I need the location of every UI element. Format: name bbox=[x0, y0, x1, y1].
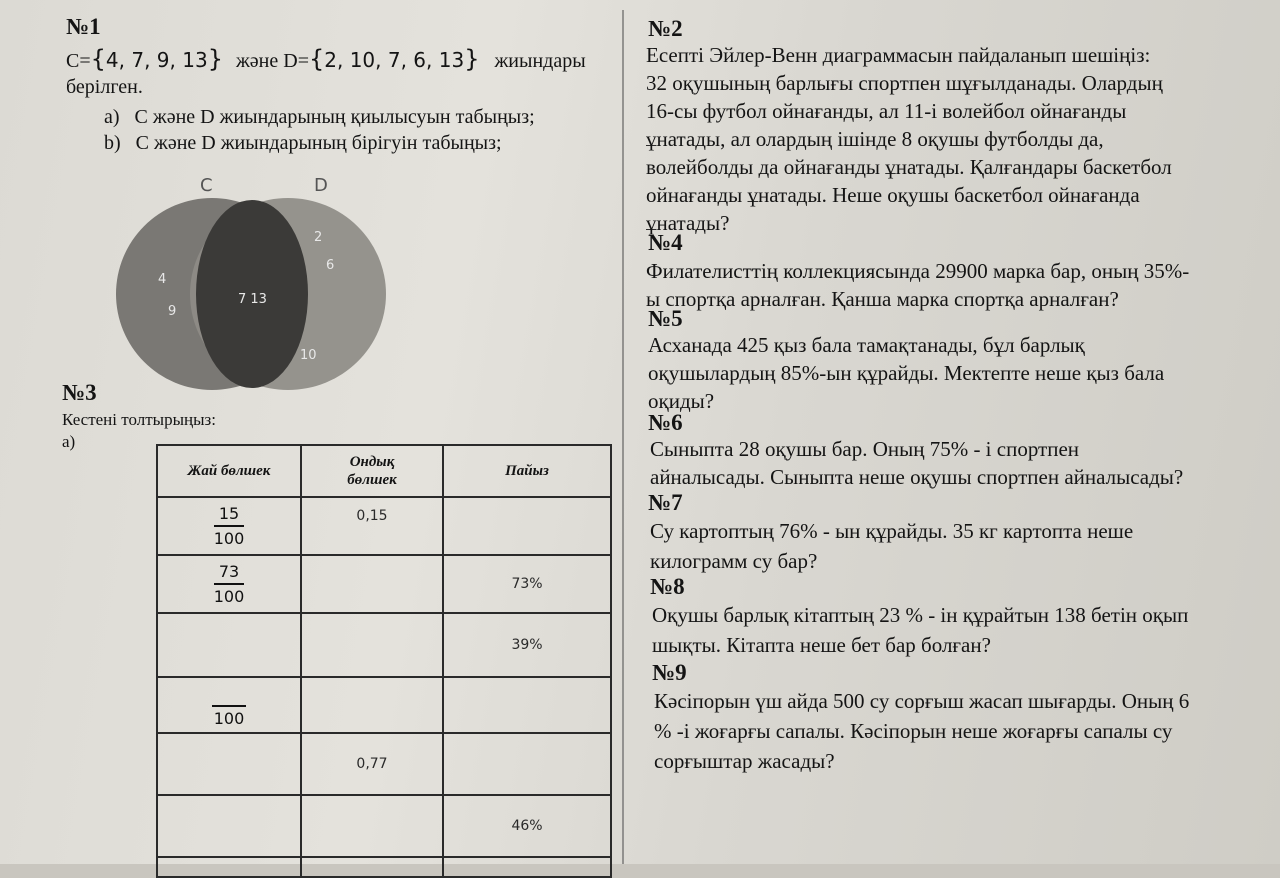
table-row bbox=[157, 733, 611, 795]
item-a-text: С және D жиындарының қиылысуын табыңыз; bbox=[134, 106, 535, 128]
task-6-line-2: айналысады. Сыныпта неше оқушы спортпен айналысады? bbox=[650, 465, 1184, 489]
cell-percent[interactable] bbox=[443, 497, 611, 555]
cell-percent[interactable] bbox=[443, 733, 611, 795]
cell-percent[interactable] bbox=[443, 677, 611, 733]
cell-fraction bbox=[157, 555, 301, 613]
task-9-line-1: Кәсіпорын үш айда 500 су сорғыш жасап шығарды. Оның 6 bbox=[654, 689, 1190, 713]
set-d-label: D= bbox=[283, 50, 309, 72]
cell-percent: 39% bbox=[443, 613, 611, 677]
task-4-line-2: ы спортқа арналған. Қанша марка спортқа арналған? bbox=[646, 287, 1119, 311]
task-2-line-1: Есепті Эйлер-Венн диаграммасын пайдаланып шешіңіз: bbox=[646, 43, 1151, 67]
table-row bbox=[157, 795, 611, 857]
set-c-elements: 4, 7, 9, 13 bbox=[105, 48, 208, 72]
task-2-line-5: волейболды да ойнағанды ұнатады. Қалғандары баскетбол bbox=[646, 155, 1172, 179]
item-b-text: С және D жиындарының бірігуін табыңыз; bbox=[135, 132, 502, 154]
set-d-elements: 2, 10, 7, 6, 13 bbox=[324, 48, 465, 72]
cell-decimal[interactable] bbox=[301, 677, 443, 733]
task-1-item-b bbox=[104, 128, 502, 159]
cell-fraction[interactable] bbox=[157, 733, 301, 795]
task-6-title: №6 bbox=[648, 410, 683, 435]
venn-label-d: D bbox=[314, 175, 328, 196]
set-c-label: C= bbox=[66, 50, 91, 72]
task-5-line-1: Асханада 425 қыз бала тамақтанады, бұл барлық bbox=[648, 333, 1085, 357]
item-b-marker: b) bbox=[104, 132, 121, 154]
task-1-title: №1 bbox=[66, 14, 101, 39]
task-9-title: №9 bbox=[652, 660, 687, 685]
task-5-line-3: оқиды? bbox=[648, 389, 715, 413]
header-simple-fraction: Жай бөлшек bbox=[157, 445, 301, 497]
header-decimal-line-2: бөлшек bbox=[347, 472, 397, 488]
cell-decimal[interactable] bbox=[301, 795, 443, 857]
task-7-title: №7 bbox=[648, 490, 683, 515]
task-3-item-a: a) bbox=[62, 432, 76, 451]
header-percent: Пайыз bbox=[443, 445, 611, 497]
cell-decimal[interactable]: 0,15 bbox=[301, 497, 443, 555]
task-8-line-1: Оқушы барлық кітаптың 23 % - ін құрайтын 138 бетін оқып bbox=[652, 603, 1189, 627]
table-row bbox=[157, 555, 611, 613]
venn-value-6: 6 bbox=[326, 258, 335, 273]
fraction-numerator: 73 bbox=[214, 562, 245, 585]
task-8-line-2: шықты. Кітапта неше бет бар болған? bbox=[652, 633, 991, 657]
column-divider bbox=[622, 10, 624, 864]
task-2-line-4: ұнатады, ал олардың ішінде 8 оқушы футболды да, bbox=[646, 127, 1104, 151]
table-row bbox=[157, 613, 611, 677]
table-row bbox=[157, 497, 611, 555]
cell-fraction bbox=[157, 497, 301, 555]
venn-value-7-13: 7 13 bbox=[238, 292, 267, 307]
cell-percent: 73% bbox=[443, 555, 611, 613]
task-5-title: №5 bbox=[648, 306, 683, 331]
venn-value-4: 4 bbox=[158, 272, 167, 287]
task-7-line-2: килограмм су бар? bbox=[650, 549, 818, 573]
task-4-line-1: Филателисттің коллекциясында 29900 марка бар, оның 35%- bbox=[646, 259, 1190, 283]
brace-close-icon: } bbox=[464, 45, 480, 73]
task-2-line-3: 16-сы футбол ойнағанды, ал 11-і волейбол ойнағанды bbox=[646, 99, 1127, 123]
task-1-line-2: берілген. bbox=[66, 76, 143, 98]
table-row bbox=[157, 677, 611, 733]
table-header-row bbox=[157, 445, 611, 497]
cell-decimal[interactable] bbox=[301, 613, 443, 677]
cell-decimal[interactable] bbox=[301, 857, 443, 877]
line-1-end: жиындары bbox=[494, 50, 586, 72]
venn-value-10: 10 bbox=[300, 348, 317, 363]
cell-fraction[interactable] bbox=[157, 795, 301, 857]
brace-open-icon: { bbox=[308, 45, 325, 73]
task-2-title: №2 bbox=[648, 16, 683, 41]
task-5-line-2: оқушылардың 85%-ын құрайды. Мектепте неше қыз бала bbox=[648, 361, 1165, 385]
cell-percent[interactable] bbox=[443, 857, 611, 877]
task-9-line-2: % -і жоғарғы сапалы. Кәсіпорын неше жоғарғы сапалы су bbox=[654, 719, 1173, 743]
venn-value-9: 9 bbox=[168, 304, 177, 319]
fraction-blank-100 bbox=[212, 689, 246, 728]
task-8-title: №8 bbox=[650, 574, 685, 599]
fraction-numerator bbox=[212, 689, 246, 707]
task-7-line-1: Су картоптың 76% - ын құрайды. 35 кг картопта неше bbox=[650, 519, 1134, 543]
fraction-15-100 bbox=[214, 504, 245, 548]
fraction-denominator: 100 bbox=[213, 529, 245, 548]
task-4-title: №4 bbox=[648, 230, 683, 255]
fraction-numerator: 15 bbox=[214, 504, 245, 527]
cell-decimal: 0,77 bbox=[301, 733, 443, 795]
and-word: және bbox=[235, 50, 279, 72]
brace-close-icon: } bbox=[207, 45, 223, 73]
venn-label-c: C bbox=[200, 175, 213, 196]
cell-fraction[interactable] bbox=[157, 613, 301, 677]
task-3-instruction: Кестені толтырыңыз: bbox=[62, 410, 216, 429]
task-2-line-7: ұнатады? bbox=[646, 211, 730, 235]
fraction-table bbox=[156, 444, 612, 878]
fraction-denominator: 100 bbox=[213, 587, 245, 606]
venn-value-2: 2 bbox=[314, 230, 323, 245]
task-3-title: №3 bbox=[62, 380, 97, 405]
item-a-marker: a) bbox=[104, 106, 120, 128]
header-decimal-fraction bbox=[301, 445, 443, 497]
task-2-line-6: ойнағанды ұнатады. Неше оқушы баскетбол ойнағанда bbox=[646, 183, 1140, 207]
table-row bbox=[157, 857, 611, 877]
cell-percent: 46% bbox=[443, 795, 611, 857]
task-6-line-1: Сыныпта 28 оқушы бар. Оның 75% - і спортпен bbox=[650, 437, 1080, 461]
task-9-line-3: сорғыштар жасады? bbox=[654, 749, 835, 773]
brace-open-icon: { bbox=[90, 45, 106, 73]
fraction-73-100 bbox=[214, 562, 245, 606]
task-1-line-1 bbox=[66, 44, 586, 77]
cell-decimal[interactable] bbox=[301, 555, 443, 613]
fraction-denominator: 100 bbox=[213, 709, 245, 728]
cell-fraction[interactable] bbox=[157, 857, 301, 877]
header-decimal-line-1: Ондық bbox=[349, 454, 395, 470]
cell-fraction[interactable] bbox=[157, 677, 301, 733]
task-2-line-2: 32 оқушының барлығы спортпен шұғылданады. Олардың bbox=[646, 71, 1163, 95]
